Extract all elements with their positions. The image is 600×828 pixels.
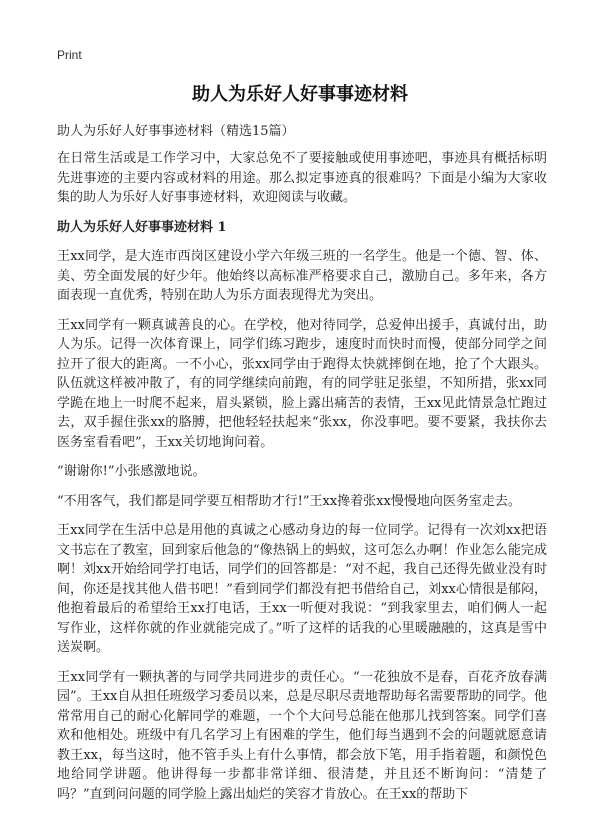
document-body xyxy=(57,149,547,814)
document-title: 助人为乐好人好事事迹材料 xyxy=(192,84,408,105)
body-paragraph: “谢谢你!”小张感激地说。 xyxy=(57,464,206,479)
body-paragraph: 王xx同学，是大连市西岗区建设小学六年级三班的一名学生。他是一个德、智、体、美、劳全面发展的好少年。他始终以高标准严格要求自己，激励自己。多年来，各方面表现一直优秀，特别在助人为乐方面表现得尤为突出。 xyxy=(57,249,547,303)
print-link[interactable]: Print xyxy=(57,48,82,62)
body-paragraph: 王xx同学有一颗执著的与同学共同进步的责任心。“一花独放不是春，百花齐放春满园”。王xx自从担任班级学习委员以来，总是尽职尽责地帮助每名需要帮助的同学。他常常用自己的耐心化解同学的难题，一个个大问号总能在他那儿找到答案。同学们喜欢和他相处。班级中有几名学习上有困难的学生，他们每当遇到不会的问题就愿意请教王xx，每当这时，他不管手头上有什么事情，都会放下笔，用手指着题，和颜悦色地给同学讲题。他讲得每一步都非常详细、很清楚，并且还不断询问：“清楚了吗？”直到问问题的同学脸上露出灿烂的笑容才肯放心。在王xx的帮助下 xyxy=(57,669,547,802)
body-paragraph: 王xx同学在生活中总是用他的真诚之心感动身边的每一位同学。记得有一次刘xx把语文书忘在了教室，回到家后他急的“像热锅上的蚂蚁，这可怎么办啊！作业怎么能完成啊！刘xx开始给同学打电话，同学们的回答都是：“对不起，我自己还得先做业没有时间，你还是找其他人借书吧！”看到同学们都没有把书借给自己，刘xx心情很是郁闷，他抱着最后的希望给王xx打电话，王xx一听便对我说：“到我家里去，咱们俩人一起写作业，这样你就的作业就能完成了。”听了这样的话我的心里暖融融的，这真是雪中送炭啊。 xyxy=(57,523,547,655)
body-paragraph: 王xx同学有一颗真诚善良的心。在学校，他对待同学，总爱伸出援手，真诚付出，助人为乐。记得一次体育课上，同学们练习跑步，速度时而快时而慢，使部分同学之间拉开了很大的距离。一不小心，张xx同学由于跑得太快就摔倒在地，抢了个大跟头。队伍就这样被冲散了，有的同学继续向前跑，有的同学驻足张望，不知所措，张xx同学跪在地上一时爬不起来，眉头紧锁，脸上露出痛苦的表情，王xx见此情景急忙跑过去，双手握住张xx的胳膊，把他轻轻扶起来“张xx，你没事吧。要不要紧，我扶你去医务室看看吧”，王xx关切地询问着。 xyxy=(57,317,547,450)
body-paragraph: “不用客气，我们都是同学要互相帮助才行!”王xx搀着张xx慢慢地向医务室走去。 xyxy=(57,493,521,509)
document-subtitle: 助人为乐好人好事事迹材料（精选15篇） xyxy=(57,124,295,139)
intro-paragraph: 在日常生活或是工作学习中，大家总免不了要接触或使用事迹吧，事迹具有概括标明先进事迹的主要内容或材料的用途。那么拟定事迹真的很难吗？下面是小编为大家收集的助人为乐好人好事事迹材料，欢迎阅读与收藏。 xyxy=(57,151,547,205)
section-heading: 助人为乐好人好事事迹材料 1 xyxy=(57,219,227,235)
